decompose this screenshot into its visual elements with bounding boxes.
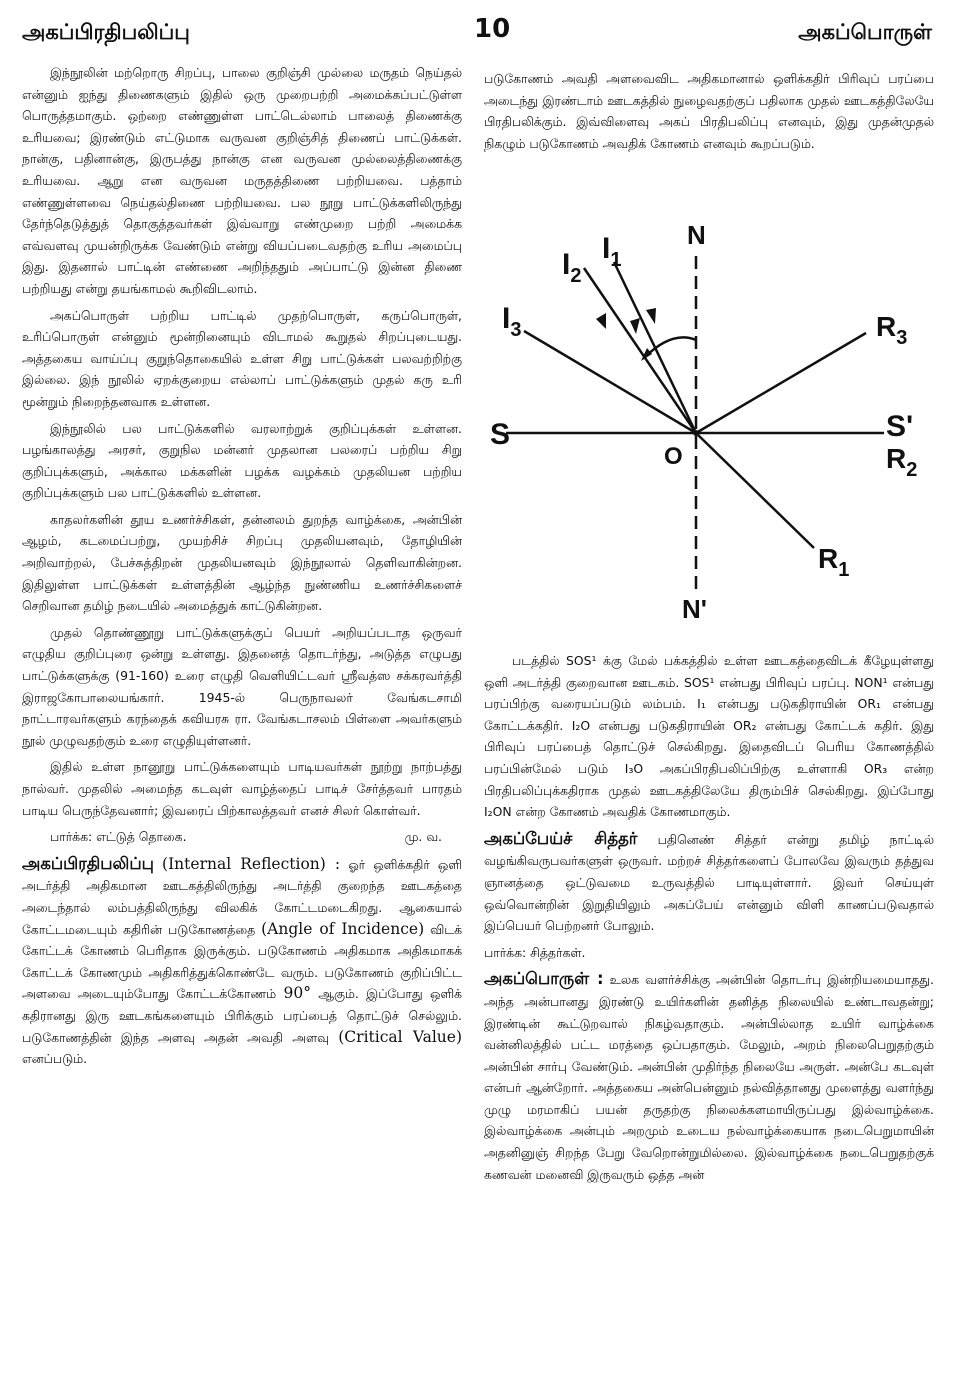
running-head-left: அகப்பிரதிபலிப்பு	[22, 20, 190, 44]
origin-point	[693, 430, 699, 436]
arrowhead-i1	[646, 308, 656, 324]
paragraph: இந்நூலின் மற்றொரு சிறப்பு, பாலை குறிஞ்சி முல்லை மருதம் நெய்தல் என்னும் ஐந்து திணைகளும் இதில் ஒரு முறைபற்றி அமைக்கப்பட்டுள்ள பொருத்தமாகும். ஒற்றை எண்ணுள்ள பாட்டெல்லாம் பாலைத் திணைக்கு உரியவை; இரண்டும் எட்டுமாக வருவன குறிஞ்சித் திணைப் பாட்டுக்கள். நான்கு, பதினான்கு, இருபத்து நான்கு என வருவன முல்லைத்திணைக்கு உரியவை. ஆறு என வருவன மருதத்திணை பற்றியவை. பத்தாம் எண்ணுள்ளவை நெய்தல்திணை பற்றியவை. பல நூறு பாட்டுக்களிலிருந்து தேர்ந்தெடுத்துத் தொகுத்தவர்கள் இவ்வாறு எண்முறை பற்றி அமைக்க எவ்வளவு முயன்றிருக்க வேண்டும் என்று வியப்படைவதற்கு உரிய அமைப்பு இது. இதனால் பாட்டின் எண்ணை அறிந்ததும் அப்பாட்டு இன்ன திணை பற்றியது என்று தயங்காமல் கூறிவிடலாம்.	[22, 65, 462, 296]
page-number: 10	[474, 14, 511, 44]
see-also-text: பார்க்க: எட்டுத் தொகை.	[50, 829, 187, 845]
latin-term: (Angle of Incidence)	[261, 919, 425, 938]
label-i1: $I_1$	[602, 232, 622, 271]
label-i3: $I_3$	[502, 302, 522, 341]
label-r2: $R_2$	[886, 443, 918, 481]
page-header	[22, 14, 932, 50]
author-initials: மு. வ.	[404, 829, 442, 845]
entry-agappey-siddhar	[484, 828, 934, 937]
entry-title: அகப்பொருள் :	[484, 969, 604, 989]
entry-latin-term: (Internal Reflection) :	[162, 854, 341, 873]
degree-value: 90°	[283, 984, 311, 1003]
entry-text: எனப்படும்.	[22, 1051, 88, 1067]
refraction-diagram	[484, 206, 934, 636]
paragraph: படுகோணம் அவதி அளவைவிட அதிகமானால் ஒளிக்கதிர் பிரிவுப் பரப்பை அடைந்து இரண்டாம் ஊடகத்தில் நுழைவதற்குப் பதிலாக முதல் ஊடகத்திலேயே பிரதிபலிக்கும். இவ்விளைவு அகப் பிரதிபலிப்பு எனவும், இது முதன்முதல் நிகழும் படுகோணம் அவதிக் கோணம் எனவும் கூறப்படும்.	[484, 71, 934, 151]
entry-text: உலக வளர்ச்சிக்கு அன்பின் தொடர்பு இன்றியமையாதது. அந்த அன்பானது இரண்டு உயிர்களின் தனித்த நிலையில் உண்டாவதன்று; இரண்டின் கூட்டுறவால் நிகழ்வதாகும். அன்பில்லாத உயிர் வாழ்க்கை வன்னிலத்தில் பட்ட மரத்தை ஒப்பதாகும். மேலும், அறம் நிலைபெறுதற்கும் அன்பின் சார்பு வேண்டும். அன்பின் முதிர்ந்த நிலையே அருள். அன்பே கடவுள் என்பர் ஆன்றோர். அத்தகைய அன்பென்னும் நல்வித்தானது முளைத்து வளர்ந்து முழு மரமாகிப் பயன் தருதற்கு நிலைக்களமாயிருப்பது இல்வாழ்க்கை. இல்வாழ்க்கை அன்பும் அறமும் உடைய நல்வாழ்க்கையாக நடைபெறுமாயின் அதனினுஞ் சிறந்த பேறு வேறொன்றுமில்லை. இல்வாழ்க்கை நடைபெறுதற்குக் கணவன் மனைவி இருவரும் ஒத்த அன்	[484, 972, 934, 1182]
paragraph: காதலர்களின் தூய உணர்ச்சிகள், தன்னலம் துறந்த வாழ்க்கை, அன்பின் ஆழம், கடமைப்பற்று, முயற்சிச் சிறப்பு முதலியனவும், தோழியின் அறிவாற்றல், பேச்சுத்திறன் முதலியனவும் இந்நூலால் தெளிவாகின்றன. இதிலுள்ள பாட்டுக்கள் உள்ளத்தின் ஆழ்ந்த நுண்ணிய உணர்ச்சிகளைச் செறிவான தமிழ் நடையில் அமைத்துக் காட்டுகின்றன.	[22, 511, 462, 614]
right-column-top	[484, 68, 934, 159]
ray-r3	[696, 333, 866, 433]
label-s-prime: S'	[886, 410, 914, 443]
ray-i2	[584, 268, 696, 433]
diagram-caption: படத்தில் SOS¹ க்கு மேல் பக்கத்தில் உள்ள ஊடகத்தைவிடக் கீழேயுள்ளது ஒளி அடர்த்தி குறைவான ஊடகம். SOS¹ என்பது பிரிவுப் பரப்பு. NON¹ என்பது பரப்பிற்கு வரையப்படும் லம்பம். I₁ என்பது படுகதிராயின் OR₁ என்பது கோட்டக்கதிர். I₂O என்பது படுகதிராயின் OR₂ என்பது கோட்டக் கதிர். இது பிரிவுப் பரப்பைத் தொட்டுச் செல்கிறது. இதைவிடப் பெரிய கோணத்தில் பரப்பின்மேல் படும் I₃O அகப்பிரதிபலிப்பிற்கு உள்ளாகி OR₃ என்ற பிரதிபலிப்புக்கதிராக முதல் ஊடகத்திலேயே திரும்பிச் செல்கிறது. இப்போது I₂ON என்ற கோணம் அவதிக் கோணமாகும்.	[484, 653, 934, 820]
left-column	[22, 62, 462, 1075]
entry-title: அகப்பிரதிபலிப்பு	[22, 853, 154, 873]
entry-text: ஓர் ஒளிக்கதிர் ஒளி அடர்த்தி அதிகமான ஊடகத்திலிருந்து அடர்த்தி குறைந்த ஊடகத்தை அடைந்தால் லம்பத்திலிருந்து விலகிக் கோட்டமடைகிறது. ஆகையால் கோட்டமடையும் கதிரின் படுகோணத்தை	[22, 856, 462, 937]
running-head-right: அகப்பொருள்	[798, 20, 932, 44]
paragraph: அகப்பொருள் பற்றிய பாட்டில் முதற்பொருள், கருப்பொருள், உரிப்பொருள் என்னும் மூன்றினையும் விடாமல் கூறுதல் சிறப்புடையது. அத்தகைய வாய்ப்பு குறுந்தொகையில் உள்ள சிறு பாட்டுக்கள் பலவற்றிற்கு இல்லை. இந் நூலில் ஏறக்குறைய எல்லாப் பாட்டுக்களும் முதல் கரு உரி மூன்றும் நிறைந்தனவாக உள்ளன.	[22, 307, 462, 409]
entry-internal-reflection	[22, 853, 462, 1070]
label-s: S	[490, 418, 511, 451]
right-column-bottom	[484, 650, 934, 1190]
entry-text: ஆகும். இப்போது ஒளிக் கதிரானது இரு ஊடகங்களையும் பிரிக்கும் பரப்பைத் தொட்டுச் செல்லும். படுகோணத்தின் இந்த அளவு அதன் அவதி அளவு	[22, 986, 462, 1045]
label-n: N	[687, 220, 706, 250]
ray-r1	[696, 433, 814, 548]
see-also-line: பார்க்க: சித்தர்கள்.	[484, 944, 586, 960]
label-o: O	[664, 443, 683, 470]
entry-text: விடக் கோட்டக் கோணம் பெரிதாக இருக்கும். படுகோணம் அதிகமாக அதிகமாகக் கோட்டக் கோணமும் அதிகரித்துக்கொண்டே வரும். படுகோணம் குறிப்பிட்ட அளவை அடையும்போது கோட்டக்கோணம்	[22, 921, 462, 1002]
paragraph: இதில் உள்ள நானூறு பாட்டுக்களையும் பாடியவர்கள் நூற்று நாற்பத்து நால்வர். முதலில் அமைந்த கடவுள் வாழ்த்தைப் பாடிச் சேர்த்தவர் பாரதம் பாடிய பெருந்தேவனார்; இவரைப் பிற்காலத்தவர் எனச் சிலர் கொள்வர்.	[22, 759, 462, 818]
paragraph: முதல் தொண்ணூறு பாட்டுக்களுக்குப் பெயர் அறியப்படாத ஒருவர் எழுதிய குறிப்புரை ஒன்று உள்ளது. இதனைத் தொடர்ந்து, அடுத்த எழுபது பாட்டுக்களுக்கு (91-160) உரை எழுதி வெளியிட்டவர் ஸ்ரீவத்ஸ சக்கரவர்த்தி இராஜகோபாலையங்கார். 1945-ல் பெருநாவலர் வேங்கடசாமி நாட்டாரவர்களும் கரந்தைக் கவியரசு ரா. வேங்கடாசலம் பிள்ளை அவர்களும் நூல் முழுவதற்கும் உரை எழுதியுள்ளனர்.	[22, 624, 462, 748]
latin-term: (Critical Value)	[338, 1027, 462, 1046]
label-r3: $R_3$	[876, 311, 908, 349]
entry-agapporul	[484, 968, 934, 1185]
label-i2: $I_2$	[562, 248, 582, 287]
see-also-line	[22, 826, 462, 848]
paragraph: இந்நூலில் பல பாட்டுக்களில் வரலாற்றுக் குறிப்புக்கள் உள்ளன. பழங்காலத்து அரசர், குறுநில மன்னர் முதலான பலரைப் பற்றிய சிறு குறிப்புக்களும், அக்கால மக்களின் பழக்க வழக்கம் முதலியன பற்றிய குறிப்புக்களும் பல பாட்டுக்களில் உள்ளன.	[22, 420, 462, 501]
label-n-prime: N'	[682, 594, 707, 624]
arrowhead-i2	[630, 318, 640, 334]
label-r1: $R_1$	[818, 543, 850, 581]
entry-text: பதினெண் சித்தர் என்று தமிழ் நாட்டில் வழங்கிவருபவர்களுள் ஒருவர். மற்றச் சித்தர்களைப் போலவே இவரும் தத்துவ ஞானத்தை ஒட்டுவமை உருவத்தில் பாடியுள்ளார். இவர் செய்யுள் ஒவ்வொன்றின் இறுதியிலும் அகப்பேய் என்னும் விளி காணப்படுவதால் இப்பெயர் பெற்றனர் போலும்.	[484, 831, 934, 934]
arrowhead-i3	[596, 313, 606, 329]
diagram-svg	[484, 206, 934, 636]
entry-title: அகப்பேய்ச் சித்தர்	[484, 828, 638, 848]
